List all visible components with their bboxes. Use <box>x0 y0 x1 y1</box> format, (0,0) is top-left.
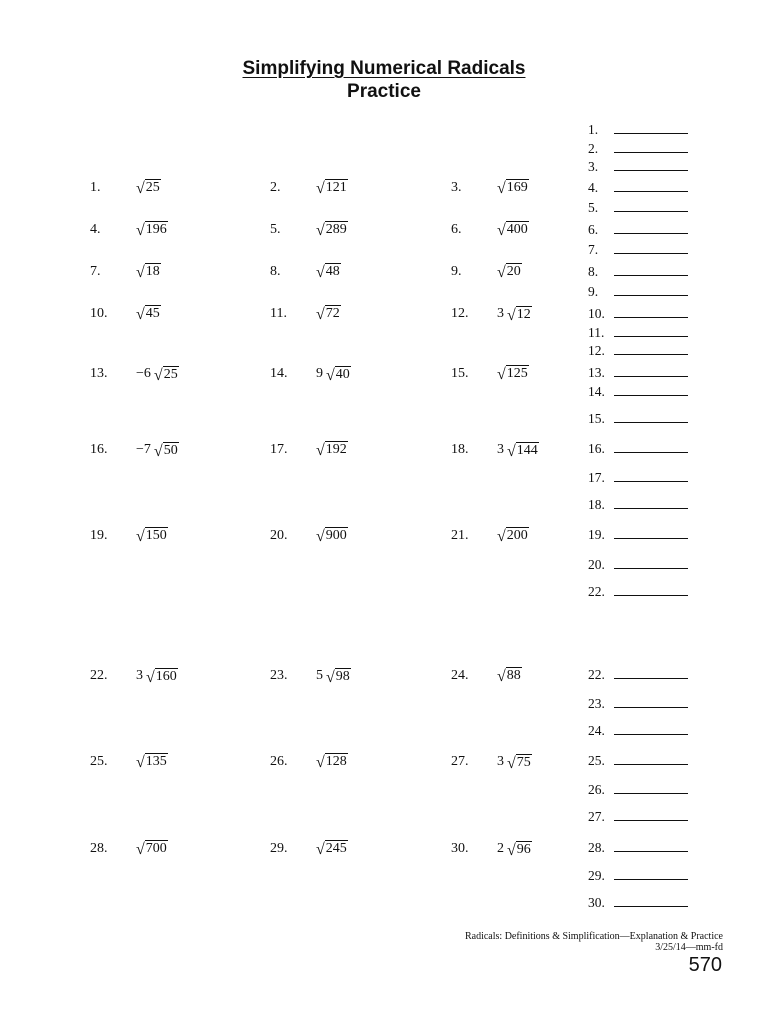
square-root <box>154 366 179 383</box>
radicand: 169 <box>506 180 528 195</box>
problem-number: 27. <box>451 754 469 769</box>
radical-expression <box>136 667 178 685</box>
radical-expression <box>136 305 161 322</box>
radical-sign-icon: √ <box>136 264 145 281</box>
radicand: 200 <box>506 528 528 543</box>
square-root <box>507 442 539 459</box>
problem-number: 14. <box>270 366 288 381</box>
answer-blank <box>588 840 688 856</box>
answer-line[interactable] <box>614 265 688 276</box>
problem-number: 1. <box>90 180 101 195</box>
coefficient: 5 <box>316 668 323 683</box>
radical-expression <box>497 527 529 544</box>
square-root <box>316 263 341 280</box>
radicand: 20 <box>506 264 521 279</box>
square-root <box>497 667 522 684</box>
answer-number: 8. <box>588 264 599 279</box>
answer-line[interactable] <box>614 754 688 765</box>
page-title: Simplifying Numerical Radicals <box>242 58 526 79</box>
answer-line[interactable] <box>614 123 688 134</box>
problem-number: 20. <box>270 528 288 543</box>
radical-sign-icon: √ <box>136 528 145 545</box>
radicand: 289 <box>325 222 347 237</box>
answer-blank <box>588 180 688 196</box>
answer-number: 17. <box>588 470 605 485</box>
answer-line[interactable] <box>614 201 688 212</box>
square-root <box>326 366 351 383</box>
problem-number: 24. <box>451 668 469 683</box>
answer-blank <box>588 411 688 427</box>
problem-number: 11. <box>270 306 287 321</box>
answer-blank <box>588 868 688 884</box>
answer-blank <box>588 343 688 359</box>
radical-sign-icon: √ <box>507 443 516 460</box>
problem-number: 2. <box>270 180 281 195</box>
radicand: 96 <box>516 842 531 857</box>
radical-sign-icon: √ <box>326 669 335 686</box>
coefficient: 9 <box>316 366 323 381</box>
radical-expression <box>497 305 532 323</box>
answer-blank <box>588 497 688 513</box>
answer-blank <box>588 527 688 543</box>
answer-line[interactable] <box>614 528 688 539</box>
answer-blank <box>588 222 688 238</box>
answer-line[interactable] <box>614 142 688 153</box>
radical-sign-icon: √ <box>497 528 506 545</box>
radical-sign-icon: √ <box>153 367 163 384</box>
answer-line[interactable] <box>614 668 688 679</box>
radicand: 48 <box>325 264 340 279</box>
square-root <box>316 840 348 857</box>
answer-line[interactable] <box>614 724 688 735</box>
radicand: 98 <box>335 669 350 684</box>
answer-number: 18. <box>588 497 605 512</box>
answer-blank <box>588 365 688 381</box>
radicand: 135 <box>145 754 167 769</box>
answer-number: 22. <box>588 584 605 599</box>
radical-sign-icon: √ <box>136 754 145 771</box>
answer-blank <box>588 557 688 573</box>
square-root <box>316 221 348 238</box>
radicand: 40 <box>335 367 350 382</box>
coefficient: 3 <box>497 442 504 457</box>
answer-line[interactable] <box>614 896 688 907</box>
square-root <box>497 263 522 280</box>
square-root <box>136 263 161 280</box>
radicand: 150 <box>145 528 167 543</box>
problem-number: 26. <box>270 754 288 769</box>
radical-expression <box>316 753 348 770</box>
answer-number: 25. <box>588 753 605 768</box>
answer-line[interactable] <box>614 841 688 852</box>
radical-sign-icon: √ <box>497 264 506 281</box>
problem-number: 21. <box>451 528 469 543</box>
problem-number: 8. <box>270 264 281 279</box>
square-root <box>136 840 168 857</box>
answer-number: 10. <box>588 306 605 321</box>
radicand: 25 <box>145 180 160 195</box>
radicand: 72 <box>325 306 340 321</box>
answer-line[interactable] <box>614 869 688 880</box>
answer-number: 19. <box>588 527 605 542</box>
radical-expression <box>316 179 348 196</box>
problem-number: 28. <box>90 841 108 856</box>
problem-number: 3. <box>451 180 462 195</box>
coefficient: 3 <box>497 306 504 321</box>
radical-sign-icon: √ <box>326 367 335 384</box>
answer-number: 11. <box>588 325 605 340</box>
answer-number: 9. <box>588 284 599 299</box>
answer-number: 2. <box>588 141 599 156</box>
radical-expression <box>497 221 529 238</box>
problem-number: 17. <box>270 442 288 457</box>
answer-number: 5. <box>588 200 599 215</box>
radical-sign-icon: √ <box>497 180 506 197</box>
square-root <box>136 179 161 196</box>
answer-number: 6. <box>588 222 599 237</box>
answer-line[interactable] <box>614 181 688 192</box>
answer-blank <box>588 122 688 138</box>
square-root <box>507 306 532 323</box>
answer-number: 15. <box>588 411 605 426</box>
radical-expression <box>497 753 532 771</box>
coefficient: 2 <box>497 841 504 856</box>
answer-blank <box>588 159 688 175</box>
coefficient: 3 <box>136 668 143 683</box>
radical-sign-icon: √ <box>316 528 325 545</box>
radical-expression <box>316 305 341 322</box>
problem-number: 5. <box>270 222 281 237</box>
square-root <box>146 668 178 685</box>
coefficient: 3 <box>497 754 504 769</box>
radicand: 700 <box>145 841 167 856</box>
answer-blank <box>588 895 688 911</box>
answer-blank <box>588 584 688 600</box>
radicand: 160 <box>155 669 177 684</box>
answer-line[interactable] <box>614 471 688 482</box>
square-root <box>497 179 529 196</box>
square-root <box>497 527 529 544</box>
radicand: 900 <box>325 528 347 543</box>
radicand: 196 <box>145 222 167 237</box>
problem-number: 30. <box>451 841 469 856</box>
answer-blank <box>588 667 688 683</box>
answer-line[interactable] <box>614 307 688 318</box>
answer-blank <box>588 441 688 457</box>
problem-number: 18. <box>451 442 469 457</box>
radical-expression <box>497 179 529 196</box>
answer-number: 14. <box>588 384 605 399</box>
square-root <box>136 305 161 322</box>
answer-number: 3. <box>588 159 599 174</box>
problem-number: 16. <box>90 442 108 457</box>
radicand: 18 <box>145 264 160 279</box>
coefficient: −6 <box>136 366 151 381</box>
answer-number: 12. <box>588 343 605 358</box>
answer-number: 23. <box>588 696 605 711</box>
square-root <box>136 221 168 238</box>
radicand: 121 <box>325 180 347 195</box>
square-root <box>136 527 168 544</box>
answer-blank <box>588 325 688 341</box>
answer-line[interactable] <box>614 498 688 509</box>
square-root <box>326 668 351 685</box>
radical-sign-icon: √ <box>507 842 516 859</box>
radicand: 245 <box>325 841 347 856</box>
answer-line[interactable] <box>614 412 688 423</box>
radical-expression <box>497 365 529 382</box>
answer-line[interactable] <box>614 585 688 596</box>
answer-blank <box>588 753 688 769</box>
answer-blank <box>588 723 688 739</box>
problem-number: 6. <box>451 222 462 237</box>
answer-number: 20. <box>588 557 605 572</box>
radical-expression <box>316 441 348 458</box>
radical-expression <box>316 527 348 544</box>
page-subtitle: Practice <box>347 81 421 102</box>
answer-number: 24. <box>588 723 605 738</box>
radical-expression <box>136 840 168 857</box>
answer-line[interactable] <box>614 223 688 234</box>
answer-line[interactable] <box>614 326 688 337</box>
answer-number: 13. <box>588 365 605 380</box>
radical-sign-icon: √ <box>497 366 506 383</box>
square-root <box>507 754 532 771</box>
radicand: 192 <box>325 442 347 457</box>
problem-number: 22. <box>90 668 108 683</box>
radical-expression <box>136 365 179 383</box>
answer-line[interactable] <box>614 243 688 254</box>
radical-sign-icon: √ <box>316 841 325 858</box>
radical-sign-icon: √ <box>316 306 325 323</box>
radical-sign-icon: √ <box>136 222 145 239</box>
answer-line[interactable] <box>614 160 688 171</box>
square-root <box>154 442 179 459</box>
radicand: 88 <box>506 668 521 683</box>
radical-expression <box>136 179 161 196</box>
coefficient: −7 <box>136 442 151 457</box>
answer-number: 4. <box>588 180 599 195</box>
answer-line[interactable] <box>614 442 688 453</box>
answer-blank <box>588 470 688 486</box>
square-root <box>497 221 529 238</box>
radical-sign-icon: √ <box>507 755 516 772</box>
radical-sign-icon: √ <box>146 669 155 686</box>
problem-number: 9. <box>451 264 462 279</box>
radicand: 125 <box>506 366 528 381</box>
square-root <box>507 841 532 858</box>
radical-sign-icon: √ <box>136 180 145 197</box>
radical-expression <box>497 667 522 684</box>
radical-expression <box>136 441 179 459</box>
radicand: 12 <box>516 307 531 322</box>
answer-line[interactable] <box>614 385 688 396</box>
answer-number: 30. <box>588 895 605 910</box>
answer-blank <box>588 200 688 216</box>
answer-blank <box>588 284 688 300</box>
answer-line[interactable] <box>614 366 688 377</box>
answer-line[interactable] <box>614 558 688 569</box>
answer-line[interactable] <box>614 783 688 794</box>
radical-sign-icon: √ <box>153 443 163 460</box>
square-root <box>316 179 348 196</box>
radical-expression <box>497 263 522 280</box>
radical-sign-icon: √ <box>136 306 145 323</box>
problem-number: 25. <box>90 754 108 769</box>
answer-line[interactable] <box>614 697 688 708</box>
problem-number: 19. <box>90 528 108 543</box>
radicand: 50 <box>163 443 178 458</box>
radical-expression <box>136 527 168 544</box>
answer-blank <box>588 384 688 400</box>
square-root <box>316 305 341 322</box>
radical-sign-icon: √ <box>316 180 325 197</box>
radical-expression <box>136 753 168 770</box>
answer-blank <box>588 306 688 322</box>
answer-number: 22. <box>588 667 605 682</box>
answer-number: 26. <box>588 782 605 797</box>
square-root <box>497 365 529 382</box>
radical-sign-icon: √ <box>497 222 506 239</box>
answer-number: 16. <box>588 441 605 456</box>
radical-expression <box>316 221 348 238</box>
answer-blank <box>588 242 688 258</box>
answer-line[interactable] <box>614 344 688 355</box>
square-root <box>136 753 168 770</box>
answer-number: 1. <box>588 122 599 137</box>
problem-number: 13. <box>90 366 108 381</box>
radicand: 400 <box>506 222 528 237</box>
answer-number: 28. <box>588 840 605 855</box>
problem-number: 4. <box>90 222 101 237</box>
radicand: 75 <box>516 755 531 770</box>
radical-sign-icon: √ <box>136 841 145 858</box>
page-number: 570 <box>688 954 722 976</box>
radical-sign-icon: √ <box>507 307 516 324</box>
footer-date: 3/25/14—mm-fd <box>655 942 723 953</box>
problem-number: 10. <box>90 306 108 321</box>
answer-blank <box>588 809 688 825</box>
radical-sign-icon: √ <box>316 754 325 771</box>
answer-line[interactable] <box>614 810 688 821</box>
problem-number: 12. <box>451 306 469 321</box>
radical-expression <box>497 840 532 858</box>
radical-expression <box>316 667 351 685</box>
radical-expression <box>497 441 539 459</box>
square-root <box>316 441 348 458</box>
radical-expression <box>316 365 351 383</box>
radical-expression <box>136 221 168 238</box>
footer-course-title: Radicals: Definitions & Simplification—Explanation & Practice <box>464 931 723 942</box>
radical-sign-icon: √ <box>316 222 325 239</box>
answer-number: 27. <box>588 809 605 824</box>
answer-blank <box>588 141 688 157</box>
radical-sign-icon: √ <box>316 442 325 459</box>
problem-number: 29. <box>270 841 288 856</box>
square-root <box>316 753 348 770</box>
problem-number: 15. <box>451 366 469 381</box>
radical-expression <box>136 263 161 280</box>
problem-number: 7. <box>90 264 101 279</box>
answer-number: 7. <box>588 242 599 257</box>
radical-expression <box>316 840 348 857</box>
radical-expression <box>316 263 341 280</box>
answer-blank <box>588 264 688 280</box>
radicand: 45 <box>145 306 160 321</box>
answer-line[interactable] <box>614 285 688 296</box>
answer-number: 29. <box>588 868 605 883</box>
problem-number: 23. <box>270 668 288 683</box>
answer-blank <box>588 782 688 798</box>
radicand: 128 <box>325 754 347 769</box>
radical-sign-icon: √ <box>316 264 325 281</box>
square-root <box>316 527 348 544</box>
radicand: 144 <box>516 443 538 458</box>
radical-sign-icon: √ <box>497 668 506 685</box>
radicand: 25 <box>163 367 178 382</box>
answer-blank <box>588 696 688 712</box>
